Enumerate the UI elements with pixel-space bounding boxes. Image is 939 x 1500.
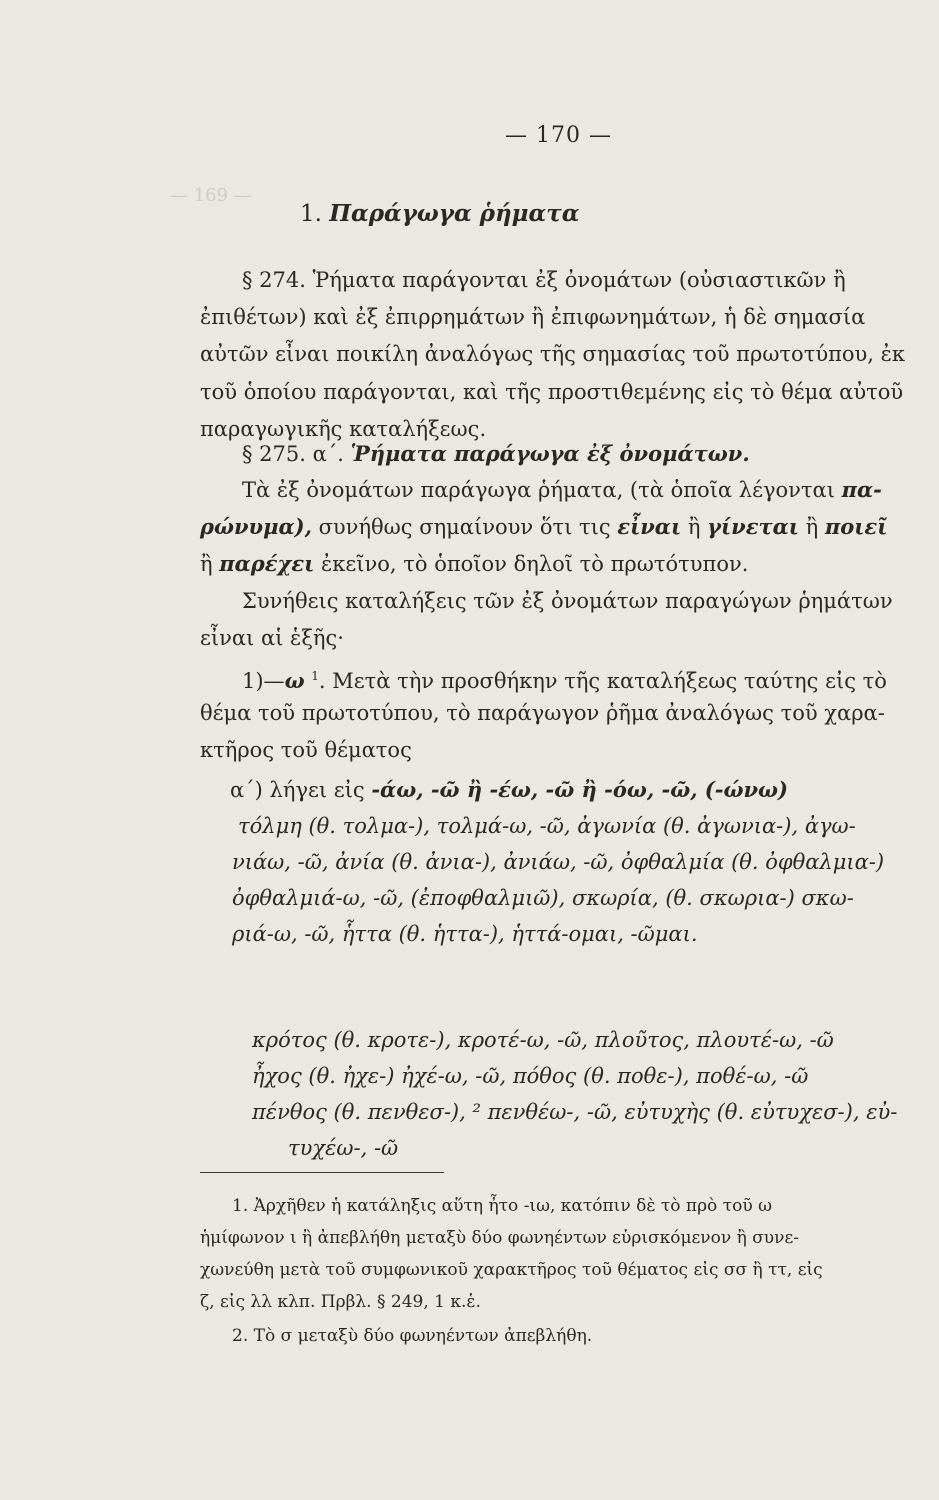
rule-1-line-2: θέμα τοῦ πρωτοτύπου, τὸ παράγωγον ῥῆμα ἀναλόγως τοῦ χαρα- [200,701,885,725]
example-2-line-2: ἦχος (θ. ἠχε-) ἠχέ-ω, -ῶ, πόθος (θ. ποθε-), ποθέ-ω, -ῶ [252,1064,809,1088]
para-275-line-3: ἢ παρέχει ἐκεῖνο, τὸ ὁποῖον δηλοῖ τὸ πρωτότυπον. [200,551,749,576]
para-275-number: § 275. α΄. [242,442,344,466]
page-number: — 170 — [505,123,612,148]
para-274-line-3: αὐτῶν εἶναι ποικίλη ἀναλόγως τῆς σημασίας τοῦ πρωτοτύπου, ἐκ [200,342,906,366]
example-2-line-4: τυχέω-, -ῶ [288,1136,399,1160]
footnote-1-line-4: ζ, εἰς λλ κλπ. Πρβλ. § 249, 1 κ.ἑ. [200,1292,481,1312]
example-2-line-1: κρότος (θ. κροτε-), κροτέ-ω, -ῶ, πλοῦτος, πλουτέ-ω, -ῶ [252,1028,834,1052]
sub-a-example-4: ριά-ω, -ῶ, ἧττα (θ. ἡττα-), ἡττά-ομαι, -ῶμαι. [232,922,698,946]
section-heading [300,200,579,228]
para-274-number: § 274. [242,268,306,292]
sub-a-endings: -άω, -ῶ ἢ -έω, -ῶ ἢ -όω, -ῶ, (-ώνω) [371,777,788,802]
para-275-line-2: ρώνυμα), συνήθως σημαίνουν ὅτι τις εἶναι ἢ γίνεται ἢ ποιεῖ [200,514,888,539]
sub-a-example-1: τόλμη (θ. τολμα-), τολμά-ω, -ῶ, ἀγωνία (θ. ἀγωνια-), ἀγω- [238,814,856,838]
rule-1-line-3: κτῆρος τοῦ θέματος [200,738,412,762]
footnote-1-line-2: ἡμίφωνον ι ἢ ἀπεβλήθη μεταξὺ δύο φωνηέντων εὑρισκόμενον ἢ συνε- [200,1228,800,1248]
para-275-line-1: Τὰ ἐξ ὀνομάτων παράγωγα ῥήματα, (τὰ ὁποῖα λέγονται πα- [242,477,882,502]
footnote-1-line-1: 1. Ἀρχῆθεν ἡ κατάληξις αὕτη ἦτο -ιω, κατόπιν δὲ τὸ πρὸ τοῦ ω [232,1196,772,1216]
para-275-heading [242,440,750,468]
footnote-2: 2. Τὸ σ μεταξὺ δύο φωνηέντων ἀπεβλήθη. [232,1326,593,1346]
example-2-line-3: πένθος (θ. πενθεσ-), ² πενθέω-, -ῶ, εὐτυχὴς (θ. εὐτυχεσ-), εὐ- [252,1100,898,1124]
sub-a-heading: α΄) λήγει εἰς -άω, -ῶ ἢ -έω, -ῶ ἢ -όω, -ῶ, (-ώνω) [230,777,788,802]
footnote-1-line-3: χωνεύθη μετὰ τοῦ συμφωνικοῦ χαρακτῆρος τοῦ θέματος εἰς σσ ἢ ττ, εἰς [200,1260,823,1280]
para-274-line-2: ἐπιθέτων) καὶ ἐξ ἐπιρρημάτων ἢ ἐπιφωνημάτων, ἡ δὲ σημασία [200,305,866,329]
para-274-line-4: τοῦ ὁποίου παράγονται, καὶ τῆς προστιθεμένης εἰς τὸ θέμα αὐτοῦ [200,380,904,404]
para-275-title: Ῥήματα παράγωγα ἐξ ὀνομάτων. [350,441,750,466]
sub-a-example-2: νιάω, -ῶ, ἀνία (θ. ἀνια-), ἀνιάω, -ῶ, ὀφθαλμία (θ. ὀφθαλμια-) [232,850,885,874]
footnote-ref-1: 1 [311,669,319,683]
section-number: 1. [300,201,322,227]
para-275-line-4: Συνήθεις καταλήξεις τῶν ἐξ ὀνομάτων παραγώγων ῥημάτων [242,589,893,613]
show-through-text: — 169 — [170,185,435,206]
section-title: Παράγωγα ῥήματα [329,200,580,227]
para-274-line-5: παραγωγικῆς καταλήξεως. [200,417,487,441]
para-275-line-5: εἶναι αἱ ἑξῆς· [200,626,344,650]
para-274-line-1: § 274. Ῥήματα παράγονται ἐξ ὀνομάτων (οὐσιαστικῶν ἢ [242,268,846,292]
sub-a-example-3: ὀφθαλμιά-ω, -ῶ, (ἐποφθαλμιῶ), σκωρία, (θ. σκωρια-) σκω- [232,886,854,910]
rule-1-line-1: 1)—ω $^1$. Μετὰ τὴν προσθήκην τῆς καταλήξεως ταύτης εἰς τὸ [242,668,887,693]
footnote-rule [200,1172,444,1173]
